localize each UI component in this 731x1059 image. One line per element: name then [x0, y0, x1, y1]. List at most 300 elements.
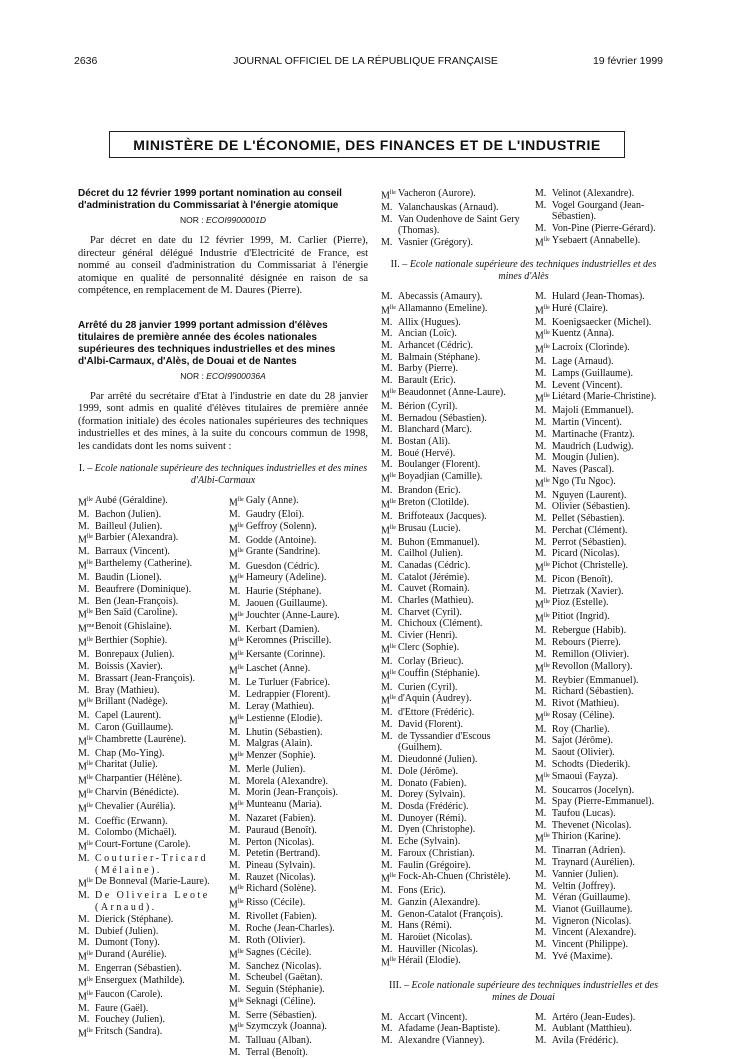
person-name: Arhancet (Cédric). [398, 339, 473, 351]
person-name: Boyadjian (Camille). [398, 471, 483, 483]
civility-prefix: M. [381, 459, 393, 471]
person-name: David (Florent). [398, 719, 463, 731]
person-name: Abecassis (Amaury). [398, 290, 483, 302]
person-name: Rebours (Pierre). [551, 637, 621, 649]
name-entry [229, 1035, 368, 1047]
name-entry [535, 490, 666, 502]
name-entry [535, 939, 666, 951]
person-name: Olivier (Sébastien). [551, 501, 631, 513]
civility-prefix: $M^{lle}$ [78, 789, 93, 801]
civility-prefix: M. [381, 400, 393, 412]
name-entry [78, 816, 217, 828]
name-entry [78, 801, 217, 815]
civility-prefix: $M^{lle}$ [228, 997, 244, 1010]
civility-prefix: $M^{lle}$ [228, 948, 244, 960]
civility-prefix: $M^{lle}$ [78, 976, 93, 988]
civility-prefix: M. [381, 412, 393, 424]
civility-prefix: M. [78, 962, 90, 974]
civility-prefix: M. [381, 548, 393, 560]
civility-prefix: $M^{lle}$ [228, 548, 244, 560]
civility-prefix: M. [228, 1047, 241, 1059]
section-heading [78, 463, 368, 487]
person-name: Perchat (Clément). [551, 524, 628, 536]
person-name: Dole (Jérôme). [398, 765, 458, 777]
name-entry [78, 696, 217, 710]
name-entry [535, 675, 666, 687]
name-entry [381, 836, 529, 848]
civility-prefix: M. [381, 789, 393, 801]
name-entry [381, 871, 529, 885]
person-name: Benoit (Ghislaine). [95, 621, 172, 633]
name-entry [535, 771, 666, 785]
person-name: Thevenet (Nicolas). [551, 819, 632, 831]
person-name: Barault (Eric). [398, 375, 456, 387]
name-entry [535, 441, 666, 453]
civility-prefix: $M^{lle}$ [381, 473, 396, 485]
name-entry [535, 452, 666, 464]
person-name: Faucon (Carole). [95, 988, 163, 1000]
person-name: Dunoyer (Rémi). [398, 812, 467, 824]
name-entry [381, 642, 529, 656]
person-name: Rivollet (Fabien). [245, 911, 317, 923]
civility-prefix: M. [534, 1023, 547, 1035]
name-entry [381, 668, 529, 682]
person-name: Brandon (Eric). [398, 485, 461, 497]
person-name: Valanchauskas (Arnaud). [398, 202, 499, 214]
page-number: 2636 [74, 55, 98, 67]
civility-prefix: $M^{lle}$ [381, 873, 396, 885]
civility-prefix: M. [78, 595, 90, 607]
person-name: Fritsch (Sandra). [95, 1026, 163, 1038]
name-entry [229, 635, 368, 649]
person-name: Roy (Charlie). [551, 723, 610, 735]
name-entry [229, 738, 368, 750]
person-name: Nazaret (Fabien). [245, 813, 316, 825]
person-name: Rebergue (Habib). [551, 625, 627, 637]
civility-prefix: M. [381, 908, 393, 920]
person-name: Malgras (Alain). [245, 738, 313, 750]
civility-prefix: M. [228, 726, 241, 738]
person-name: Véran (Guillaume). [551, 892, 631, 904]
name-entry [535, 1023, 666, 1035]
person-name: Faroux (Christian). [398, 847, 475, 859]
person-name: Brillant (Nadège). [95, 696, 168, 708]
name-entry [78, 1003, 217, 1015]
name-entry [535, 857, 666, 869]
name-entry [535, 303, 666, 317]
name-entry [78, 989, 217, 1003]
civility-prefix: $M^{lle}$ [228, 574, 244, 586]
person-name: Guesdon (Cédric). [245, 560, 320, 572]
person-name: Clerc (Sophie). [398, 641, 460, 653]
name-entry [381, 537, 529, 549]
person-name: Martinache (Frantz). [551, 428, 635, 440]
person-name: Colombo (Michaël). [95, 827, 177, 839]
decree-title: Décret du 12 février 1999 portant nomination au conseil d'administration du Commissariat à l'énergie atomique [78, 188, 342, 211]
person-name: Barthelemy (Catherine). [95, 558, 193, 570]
person-name: Engerran (Sébastien). [95, 962, 182, 974]
name-entry [535, 698, 666, 710]
person-name: Veltin (Joffrey). [551, 880, 616, 892]
name-entry [381, 413, 529, 425]
civility-prefix: M. [381, 920, 393, 932]
person-name: Ganzin (Alexandre). [398, 896, 481, 908]
person-name: Rivot (Mathieu). [551, 698, 620, 709]
right-column [381, 188, 666, 1047]
civility-prefix: M. [381, 859, 393, 871]
name-entry [381, 860, 529, 872]
civility-prefix: M. [381, 847, 393, 859]
name-entry [229, 1021, 368, 1035]
name-entry [381, 707, 529, 719]
name-entry [535, 759, 666, 771]
civility-prefix: M. [381, 630, 393, 642]
civility-prefix: M. [381, 885, 393, 897]
person-name: Bérion (Cyril). [398, 400, 458, 412]
name-entry [381, 885, 529, 897]
name-entry [535, 785, 666, 797]
civility-prefix: M. [381, 932, 393, 944]
name-column [229, 495, 368, 1059]
section-number: II. – [390, 258, 408, 270]
name-entry [535, 200, 666, 223]
person-name: Sajot (Jérôme). [551, 735, 613, 747]
name-entry [78, 949, 217, 963]
name-entry [229, 813, 368, 825]
person-name: Richard (Solène). [245, 883, 317, 895]
civility-prefix: M. [534, 892, 547, 904]
name-entry [535, 649, 666, 661]
person-name: Velinot (Alexandre). [551, 188, 635, 199]
civility-prefix: $M^{lle}$ [228, 665, 244, 677]
civility-prefix: M. [381, 447, 393, 459]
person-name: Barby (Pierre). [398, 363, 458, 375]
name-column [381, 1012, 529, 1047]
civility-prefix: M. [381, 777, 393, 789]
civility-prefix: $M^{lle}$ [381, 190, 396, 202]
person-name: Caron (Guillaume). [95, 721, 174, 733]
name-entry [381, 459, 529, 471]
civility-prefix: M. [534, 939, 547, 951]
person-name: Dieudonné (Julien). [398, 754, 478, 766]
arrete-nor [78, 371, 368, 382]
civility-prefix: M. [534, 880, 547, 892]
person-name: Taufou (Lucas). [551, 807, 616, 819]
person-name: Talluau (Alban). [245, 1035, 312, 1047]
person-name: Maudrich (Ludwig). [551, 440, 634, 452]
civility-prefix: $M^{lle}$ [78, 761, 93, 773]
person-name: Brassart (Jean-François). [95, 672, 195, 684]
civility-prefix: $M^{lle}$ [78, 990, 93, 1002]
civility-prefix: M. [381, 681, 393, 693]
name-entry [535, 611, 666, 625]
person-name: Enserguex (Mathilde). [95, 974, 185, 986]
name-entry [78, 607, 217, 621]
civility-prefix: M. [228, 923, 241, 935]
person-name: Vacheron (Aurore). [398, 188, 476, 199]
person-name: Pellet (Sébastien). [551, 513, 625, 525]
name-entry [381, 401, 529, 413]
name-entry [535, 661, 666, 675]
name-entry [229, 535, 368, 547]
name-column [381, 291, 529, 970]
civility-prefix: $M^{lle}$ [534, 344, 550, 356]
name-entry [381, 682, 529, 694]
name-entry [535, 845, 666, 857]
civility-prefix: M. [381, 571, 393, 583]
civility-prefix: M. [534, 698, 547, 709]
person-name: Bostan (Ali). [398, 435, 451, 447]
civility-prefix: M. [78, 684, 90, 696]
name-entry [381, 375, 529, 387]
name-entry [381, 932, 529, 944]
person-name: Hérail (Elodie). [398, 955, 461, 967]
name-entry [78, 963, 217, 975]
civility-prefix: M. [534, 536, 547, 548]
name-entry [229, 972, 368, 984]
name-entry [535, 904, 666, 916]
person-name: Von-Pine (Pierre-Gérard). [551, 223, 656, 235]
civility-prefix: $M^{lle}$ [228, 637, 244, 649]
section-title: Ecole nationale supérieure des techniques industrielles et des mines d'Alès [409, 258, 657, 282]
person-name: Eche (Sylvain). [398, 836, 461, 848]
person-name: Grante (Sandrine). [245, 546, 321, 558]
name-entry [535, 820, 666, 832]
civility-prefix: M. [534, 845, 547, 857]
person-name: Jouchter (Anne-Laure). [245, 609, 340, 621]
name-entry [229, 586, 368, 598]
person-name: Alexandre (Vianney). [398, 1034, 485, 1046]
civility-prefix: M. [78, 890, 90, 902]
name-entry [381, 656, 529, 668]
name-entry [535, 291, 666, 303]
ministry-title: MINISTÈRE DE L'ÉCONOMIE, DES FINANCES ET DE L'INDUSTRIE [133, 136, 601, 153]
name-entry [229, 787, 368, 799]
civility-prefix: $M^{lle}$ [228, 752, 244, 764]
person-name: Breton (Clotilde). [398, 496, 470, 508]
civility-prefix: $M^{lle}$ [78, 609, 93, 621]
person-name: Szymczyk (Joanna). [245, 1021, 327, 1033]
person-name: Picard (Nicolas). [551, 548, 620, 560]
name-entry [78, 649, 217, 661]
person-name: Chichoux (Clément). [398, 618, 483, 630]
name-entry [78, 621, 217, 635]
civility-prefix: M. [381, 719, 393, 731]
name-entry [381, 317, 529, 329]
name-entry [535, 724, 666, 736]
civility-prefix: M. [534, 807, 547, 819]
person-name: Roche (Jean-Charles). [245, 923, 335, 935]
name-entry [535, 1035, 666, 1047]
person-name: Yvé (Maxime). [551, 950, 613, 962]
name-entry [78, 546, 217, 558]
name-entry [381, 291, 529, 303]
name-entry [535, 881, 666, 893]
person-name: Nguyen (Laurent). [551, 489, 627, 501]
civility-prefix: M. [534, 735, 547, 747]
civility-prefix: M. [534, 637, 547, 649]
name-entry [381, 955, 529, 969]
name-column [381, 188, 529, 249]
person-name: Munteanu (Maria). [245, 799, 322, 811]
name-entry [381, 813, 529, 825]
name-entry [229, 649, 368, 663]
name-column [535, 291, 666, 970]
person-name: Curien (Cyril). [398, 681, 458, 693]
person-name: Chambrette (Laurène). [95, 733, 187, 745]
civility-prefix: M. [381, 707, 393, 719]
person-name: Menzer (Sophie). [245, 750, 316, 762]
civility-prefix: M. [381, 754, 393, 766]
person-name: Reybier (Emmanuel). [551, 674, 639, 686]
name-entry [535, 574, 666, 586]
name-entry [78, 1014, 217, 1026]
civility-prefix: M. [534, 440, 547, 452]
civility-prefix: M. [381, 618, 393, 630]
person-name: Dierick (Stéphane). [95, 913, 174, 925]
civility-prefix: M. [78, 925, 90, 937]
civility-prefix: M. [534, 868, 547, 880]
person-name: Durand (Aurélie). [95, 948, 167, 960]
name-entry [78, 558, 217, 572]
civility-prefix: M. [534, 819, 547, 831]
name-entry [229, 764, 368, 776]
person-name: Dubief (Julien). [95, 925, 159, 937]
person-name: Vincent (Philippe). [551, 939, 628, 951]
person-name: Briffoteaux (Jacques). [398, 510, 487, 522]
name-column [535, 1012, 666, 1047]
civility-prefix: M. [78, 649, 90, 661]
name-entry [78, 787, 217, 801]
person-name: Laschet (Anne). [245, 663, 311, 675]
civility-prefix: M. [534, 950, 547, 962]
civility-prefix: M. [381, 424, 393, 436]
civility-prefix: M. [78, 827, 90, 839]
name-entry [229, 598, 368, 610]
person-name: Court-Fortune (Carole). [95, 838, 191, 850]
civility-prefix: $M^{lle}$ [228, 899, 244, 911]
civility-prefix: M. [381, 655, 393, 667]
civility-prefix: M. [228, 1009, 241, 1021]
civility-prefix: M. [228, 824, 241, 836]
person-name: Mougin (Julien). [551, 452, 620, 464]
name-entry [535, 356, 666, 368]
name-entry [229, 799, 368, 813]
civility-prefix: $M^{lle}$ [228, 801, 244, 813]
name-entry [381, 1012, 529, 1024]
name-entry [381, 595, 529, 607]
person-name: Van Oudenhove de Saint Gery (Thomas). [398, 213, 520, 237]
civility-prefix: M. [534, 573, 547, 585]
civility-prefix: M. [381, 730, 393, 742]
civility-prefix: $M^{lle}$ [78, 840, 93, 853]
civility-prefix: M. [381, 316, 393, 328]
name-entry [229, 750, 368, 764]
civility-prefix: $M^{lle}$ [228, 651, 244, 663]
person-name: Bernadou (Sébastien). [398, 412, 487, 424]
person-name: Coeffic (Erwann). [95, 815, 168, 827]
person-name: Huré (Claire). [551, 302, 608, 314]
person-name: Berthier (Sophie). [95, 635, 168, 647]
name-entry [229, 509, 368, 521]
name-entry [381, 424, 529, 436]
civility-prefix: M. [534, 501, 547, 513]
name-entry [229, 572, 368, 586]
name-entry [381, 237, 529, 249]
person-name: Richard (Sébastien). [551, 686, 634, 698]
person-name: Faure (Gaël). [95, 1002, 149, 1014]
civility-prefix: M. [534, 223, 547, 235]
person-name: Roth (Olivier). [245, 934, 306, 946]
person-name: Hans (Rémi). [398, 920, 452, 932]
name-entry [229, 546, 368, 560]
person-name: Boissis (Xavier). [95, 661, 163, 673]
person-name: Allamanno (Emeline). [398, 302, 488, 314]
person-name: Hulard (Jean-Thomas). [551, 290, 645, 302]
civility-prefix: M. [534, 758, 547, 770]
name-entry [535, 916, 666, 928]
civility-prefix: M. [228, 911, 241, 923]
section-title: Ecole nationale supérieure des techniques industrielles et des mines de Douai [411, 979, 659, 1003]
person-name: Boué (Hervé). [398, 447, 456, 459]
name-entry [78, 734, 217, 748]
person-name: Perton (Nicolas). [245, 836, 315, 848]
civility-prefix: $M^{lle}$ [534, 477, 550, 490]
name-entry [381, 448, 529, 460]
civility-prefix: M. [228, 586, 241, 598]
civility-prefix: M. [534, 199, 547, 211]
civility-prefix: M. [228, 677, 241, 689]
civility-prefix: M. [228, 1035, 241, 1047]
name-entry [535, 586, 666, 598]
name-entry [381, 511, 529, 523]
name-entry [78, 572, 217, 584]
name-entry [381, 607, 529, 619]
person-name: Charvet (Cyril). [398, 606, 462, 618]
person-name: Aublant (Matthieu). [551, 1023, 632, 1035]
person-name: Pietrzak (Xavier). [551, 585, 624, 597]
civility-prefix: $M^{lle}$ [78, 560, 93, 572]
person-name: Ben Saïd (Caroline). [95, 607, 178, 619]
civility-prefix: M. [534, 686, 547, 698]
name-entry [535, 417, 666, 429]
name-list [381, 1012, 666, 1047]
name-list [381, 188, 666, 249]
civility-prefix: $M^{lle}$ [534, 711, 550, 724]
arrete-nor-code: ECOI9900036A [206, 370, 266, 381]
civility-prefix: $M^{lle}$ [381, 524, 396, 536]
person-name: Ledrappier (Florent). [245, 689, 331, 701]
civility-prefix: M. [78, 546, 90, 558]
civility-prefix: M. [228, 738, 241, 750]
civility-prefix: $M^{me}$ [78, 623, 95, 635]
person-name: Dorey (Sylvain). [398, 789, 466, 801]
person-name: Lestienne (Elodie). [245, 712, 323, 724]
civility-prefix: $M^{lle}$ [534, 599, 550, 611]
civility-prefix: M. [78, 747, 90, 759]
civility-prefix: M. [228, 871, 241, 883]
name-entry [78, 914, 217, 926]
person-name: Godde (Antoine). [245, 534, 317, 546]
name-entry [229, 701, 368, 713]
person-name: Geffroy (Solenn). [245, 520, 317, 532]
civility-prefix: $M^{lle}$ [78, 803, 93, 815]
person-name: Remillon (Olivier). [551, 648, 630, 660]
name-entry [229, 776, 368, 788]
name-entry [229, 561, 368, 573]
person-name: Ngo (Tu Ngoc). [551, 475, 616, 487]
civility-prefix: M. [381, 896, 393, 908]
